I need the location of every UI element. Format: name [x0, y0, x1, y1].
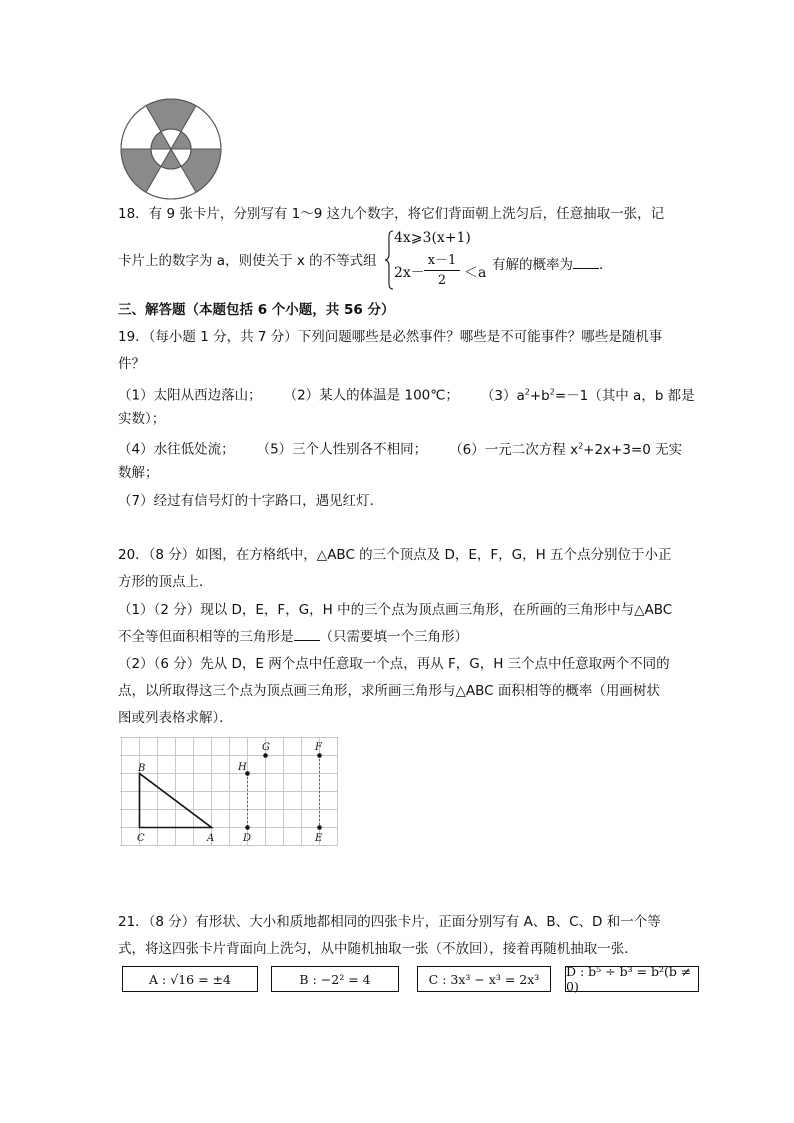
- q19-item6: （6）一元二次方程 $x^2+2x+3=0$ 无实: [449, 441, 683, 458]
- card-d: D : b⁵ ÷ b³ = b²(b ≠ 0): [565, 966, 699, 992]
- point-d: [245, 825, 250, 830]
- card-b: B : −2² = 4: [271, 966, 399, 992]
- label-f: F: [315, 742, 322, 753]
- q19-item1: （1）太阳从西边落山；: [118, 387, 262, 404]
- label-a: A: [207, 833, 215, 844]
- inequality-1: 4x⩾3(x+1): [394, 230, 471, 246]
- q21-line1: 21．（8 分）有形状、大小和质地都相同的四张卡片，正面分别写有 A、B、C、D 和一个等: [118, 914, 661, 930]
- fraction-numerator: x－1: [427, 253, 457, 268]
- section-title: 三、解答题（本题包括 6 个小题，共 56 分）: [118, 302, 395, 318]
- q20-part1-line2: [118, 627, 468, 647]
- q19-item4: （4）水往低处流；: [118, 441, 235, 458]
- q19-line1: 19．（每小题 1 分，共 7 分）下列问题哪些是必然事件？哪些是不可能事件？哪些是随机事: [118, 329, 663, 345]
- q19-item3-cont: 实数）；: [118, 411, 166, 427]
- label-d: D: [243, 833, 252, 844]
- card-c: C : 3x³ − x³ = 2x³: [417, 966, 551, 992]
- q18-line2-pre: 卡片上的数字为 a，则使关于 x 的不等式组: [118, 253, 377, 269]
- q20-part1-note: （只需要填一个三角形）: [319, 629, 468, 645]
- q19-items-row1: [118, 382, 695, 406]
- label-g: G: [262, 742, 270, 753]
- fraction-bar: [424, 270, 460, 271]
- q18-line2-post: [492, 255, 613, 275]
- answer-blank: [294, 628, 320, 641]
- q18-end: ．: [599, 257, 613, 273]
- q20-part1-prompt: 不全等但面积相等的三角形是: [118, 629, 294, 645]
- label-b: B: [138, 763, 146, 774]
- spinner-figure: [118, 96, 224, 202]
- q19-item6-cont: 数解；: [118, 465, 159, 481]
- q21-line2: 式，将这四张卡片背面向上洗匀，从中随机抽取一张（不放回），接着再随机抽取一张．: [118, 941, 638, 957]
- q19-item2: （2）某人的体温是 100℃；: [283, 387, 459, 404]
- q20-line1: 20．（8 分）如图，在方格纸中，△ABC 的三个顶点及 D，E，F，G，H 五个点分别位于小正: [118, 547, 672, 563]
- q18-line1: 18．有 9 张卡片，分别写有 1～9 这九个数字，将它们背面朝上洗匀后，任意抽取一张，记: [118, 206, 665, 222]
- inequality-2-pre: 2x－: [394, 265, 425, 281]
- answer-blank: [573, 256, 599, 269]
- q18-answer-prompt: 有解的概率为: [492, 257, 573, 273]
- grid-figure: [120, 737, 340, 849]
- system-brace: [384, 230, 394, 290]
- q20-part2-line1: （2）（6 分）先从 D，E 两个点中任意取一个点，再从 F，G，H 三个点中任意取两个不同的: [118, 656, 670, 672]
- card-a: A : √16 = ±4: [122, 966, 258, 992]
- q20-part2-line2: 点，以所取得这三个点为顶点画三角形，求所画三角形与△ABC 面积相等的概率（用画树状: [118, 683, 660, 699]
- q19-items-row2: [118, 436, 682, 460]
- label-e: E: [315, 833, 323, 844]
- point-g: [263, 753, 268, 758]
- q20-part2-line3: 图或列表格求解）．: [118, 710, 233, 726]
- q19-line2: 件？: [118, 356, 145, 372]
- label-c: C: [137, 833, 145, 844]
- fraction-denominator: 2: [437, 273, 447, 288]
- label-h: H: [238, 762, 247, 773]
- q19-item7: （7）经过有信号灯的十字路口，遇见红灯．: [118, 493, 384, 509]
- inequality-2-post: ＜a: [464, 265, 487, 281]
- q20-part1-line1: （1）（2 分）现以 D，E，F，G，H 中的三个点为顶点画三角形，在所画的三角形中与△ABC: [118, 602, 673, 618]
- point-f: [317, 753, 322, 758]
- q19-item5: （5）三个人性别各不相同；: [256, 441, 428, 458]
- q19-item3: $(3)a^2+b^2=-1$（其中 a，b 都是: [480, 387, 695, 404]
- point-e: [317, 825, 322, 830]
- q20-line2: 方形的顶点上．: [118, 574, 213, 590]
